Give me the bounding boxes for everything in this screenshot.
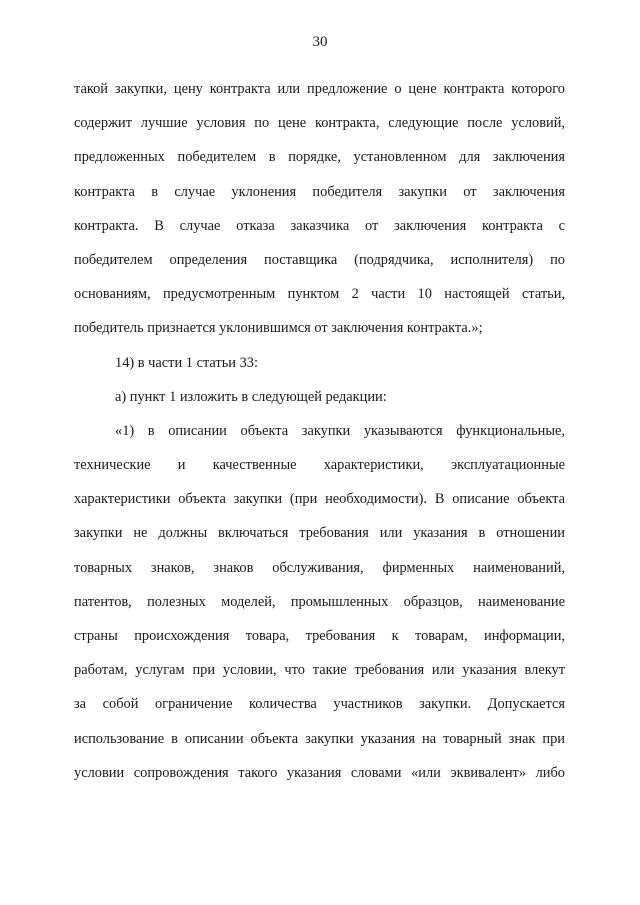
text-line: победителем определения поставщика (подрядчика, исполнителя) по [74,251,565,268]
text-line: контракта. В случае отказа заказчика от заключения контракта с [74,217,565,234]
text-line: товарных знаков, знаков обслуживания, фирменных наименований, [74,559,565,576]
text-line: контракта в случае уклонения победителя закупки от заключения [74,183,565,200]
text-line: победитель признается уклонившимся от заключения контракта.»; [74,320,483,337]
text-line: основаниям, предусмотренным пунктом 2 части 10 настоящей статьи, [74,286,565,303]
text-line: а) пункт 1 изложить в следующей редакции: [115,388,387,405]
text-line: такой закупки, цену контракта или предложение о цене контракта которого [74,81,565,97]
page-number: 30 [312,34,328,50]
text-line: использование в описании объекта закупки указания на товарный знак при [74,730,565,747]
document-body [74,72,565,790]
text-line: характеристики объекта закупки (при необходимости). В описание объекта [74,491,565,508]
text-line: закупки не должны включаться требования или указания в отношении [74,525,565,542]
text-line: работам, услугам при условии, что такие требования или указания влекут [74,662,565,679]
text-line: патентов, полезных моделей, промышленных образцов, наименование [74,593,565,610]
text-line: технические и качественные характеристики, эксплуатационные [74,457,565,474]
text-line: содержит лучшие условия по цене контракта, следующие после условий, [74,115,565,132]
text-line: 14) в части 1 статьи 33: [115,354,258,371]
text-line: предложенных победителем в порядке, установленном для заключения [74,149,565,166]
text-line: условии сопровождения такого указания словами «или эквивалент» либо [74,764,565,781]
text-line: «1) в описании объекта закупки указываются функциональные, [115,422,565,439]
text-line: за собой ограничение количества участников закупки. Допускается [74,696,565,713]
text-line: страны происхождения товара, требования к товарам, информации, [74,628,565,644]
